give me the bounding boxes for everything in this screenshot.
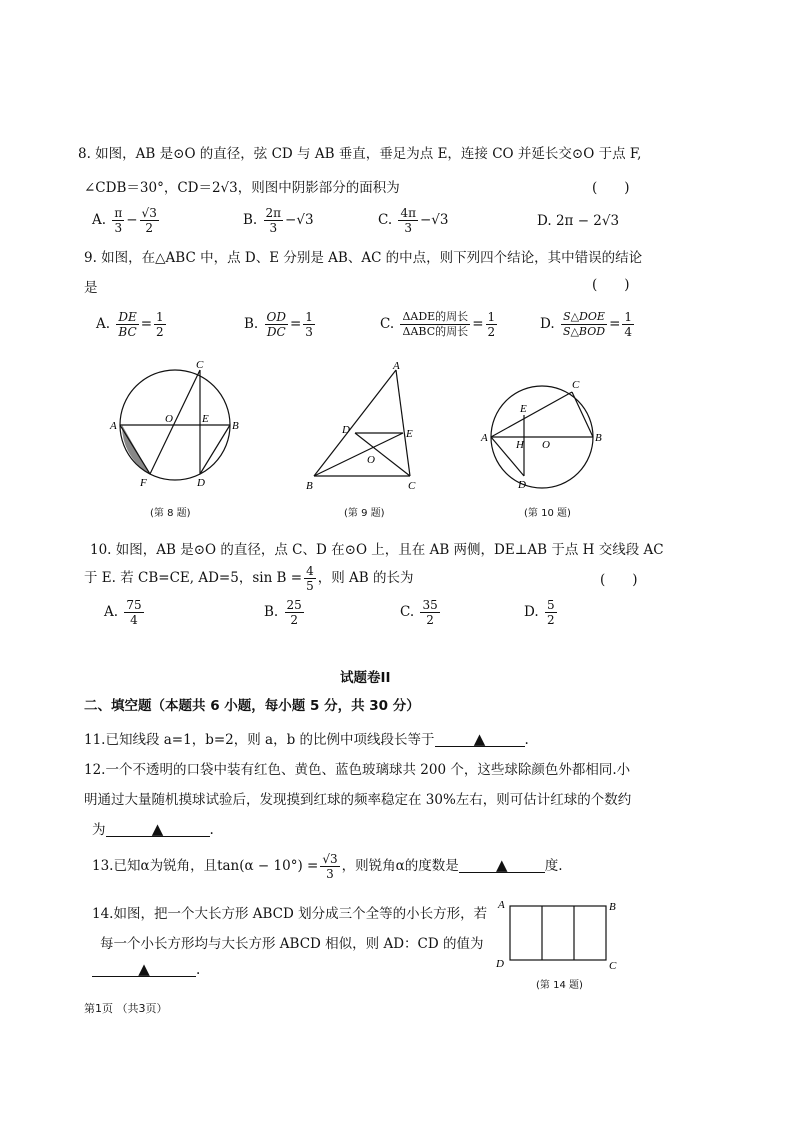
section-title: 试题卷II [340,670,391,686]
fig10-chord-ac [491,392,572,437]
fig10-label-b: B [595,432,602,444]
q13-answer-blank[interactable]: ▲ [459,858,545,873]
q14-answer-blank[interactable]: ▲ [92,962,196,977]
fig8-label-c: C [196,359,204,371]
fig9-label-e: E [406,428,413,440]
q9-option-b: B. $\frac{OD}{DC}$ = $\frac{1}{3}$ [244,310,313,339]
fig10-label-a: A [481,432,488,444]
fig8-label-o: O [165,413,173,425]
fig14-label-c: C [609,960,617,972]
fig10-caption: (第 10 题) [524,508,571,519]
fig8-line-af [120,425,150,474]
q10-line2: 于 E. 若 CB=CE, AD=5，sin B = $\frac{4}{5}$ ，则 AB 的长为 [84,564,414,593]
q8-option-d: D. 2π − 2√3 [537,213,620,229]
fig8-label-a: A [110,420,117,432]
fig10-chord-cb [572,392,593,437]
fig14-label-d: D [496,958,504,970]
fig9-label-o: O [367,454,375,466]
fig9-segment-dc [355,433,410,476]
fig10-label-c: C [572,379,580,391]
q10-answer-paren: ( ) [600,572,638,588]
q14-line2: 每一个小长方形均与大长方形 ABCD 相似，则 AD：CD 的值为 [100,936,484,952]
q14-line1: 14.如图，把一个大长方形 ABCD 划分成三个全等的小长方形，若 [92,906,488,922]
fig8-label-b: B [232,420,239,432]
q12-answer-blank[interactable]: ▲ [106,822,210,837]
q12-line1: 12.一个不透明的口袋中装有红色、黄色、蓝色玻璃球共 200 个，这些球除颜色外都相同.小 [84,762,631,778]
fig14-caption: (第 14 题) [536,980,583,991]
fig9-side-ab [314,370,396,476]
figure-9 [300,360,430,500]
q8-line2: ∠CDB＝30°，CD＝2√3，则图中阴影部分的面积为 [84,180,400,196]
q9-option-a: A. $\frac{DE}{BC}$ = $\frac{1}{2}$ [96,310,164,339]
fig9-label-a: A [393,360,400,372]
q11: 11.已知线段 a=1，b=2，则 a，b 的比例中项线段长等于 ▲ . [84,730,529,748]
fig9-side-ac [396,370,410,476]
q12-line3: 为 ▲ . [92,820,214,838]
fig14-label-b: B [609,901,616,913]
fig8-label-e: E [202,413,209,425]
figure-14 [492,894,632,974]
fig14-rectangle-abcd [510,906,606,960]
q10-option-d: D. $\frac{5}{2}$ [524,598,555,627]
fig9-segment-be [314,433,403,476]
fig8-label-d: D [197,477,205,489]
q8-option-c: C. $\frac{4\pi}{3}$ −√3 [378,206,449,235]
fig9-label-d: D [342,424,350,436]
fig10-label-o: O [542,439,550,451]
fig14-label-a: A [498,899,505,911]
q10-option-c: C. $\frac{35}{2}$ [400,598,438,627]
q8-option-a: A. $\frac{\pi}{3}$ − $\frac{√3}{2}$ [92,206,157,235]
q10-line1: 10. 如图，AB 是⊙O 的直径，点 C、D 在⊙O 上，且在 AB 两侧，DE⊥AB 于点 H 交线段 AC [90,542,664,558]
figure-8 [108,358,238,498]
section-heading: 二、填空题（本题共 6 小题，每小题 5 分，共 30 分） [84,698,420,714]
fig10-label-h: H [516,439,524,451]
fig8-caption: (第 8 题) [150,508,191,519]
q8-line1: 8. 如图，AB 是⊙O 的直径，弦 CD 与 AB 垂直，垂足为点 E，连接 CO 并延长交⊙O 于点 F, [78,146,642,162]
q9-option-c: C. $\frac{\text{ΔADE的周长}}{\text{ΔABC的周长}}$ = $\frac{1}{2}$ [380,310,496,339]
q9-answer-paren: ( ) [592,277,630,293]
fig8-label-f: F [140,477,147,489]
figure-10 [480,364,610,494]
q9-line1: 9. 如图，在△ABC 中，点 D、E 分别是 AB、AC 的中点，则下列四个结论，其中错误的结论 [84,250,643,266]
q14-line3: ▲ . [92,962,200,978]
fig10-label-e: E [520,403,527,415]
q9-line2: 是 [84,280,98,296]
q10-option-a: A. $\frac{75}{4}$ [104,598,142,627]
q9-option-d: D. $\frac{\text{S△DOE}}{\text{S△BOD}}$ = $\frac{1}{4}$ [540,310,633,339]
fig8-line-db [200,425,230,474]
q8-answer-paren: ( ) [592,180,630,196]
fig9-label-b: B [306,480,313,492]
q12-line2: 明通过大量随机摸球试验后，发现摸到红球的频率稳定在 30%左右，则可估计红球的个数约 [84,792,632,808]
q13: 13.已知α为锐角，且tan(α − 10°) = $\frac{√3}{3}$ ，则锐角α的度数是 ▲ 度. [92,852,563,881]
fig8-line-cf [150,370,200,474]
q8-option-b: B. $\frac{2\pi}{3}$ −√3 [243,206,314,235]
q10-option-b: B. $\frac{25}{2}$ [264,598,302,627]
q11-answer-blank[interactable]: ▲ [435,732,525,747]
fig9-label-c: C [408,480,416,492]
fig10-label-d: D [518,479,526,491]
page-footer: 第1页 （共3页） [84,1002,168,1015]
fig9-caption: (第 9 题) [344,508,385,519]
